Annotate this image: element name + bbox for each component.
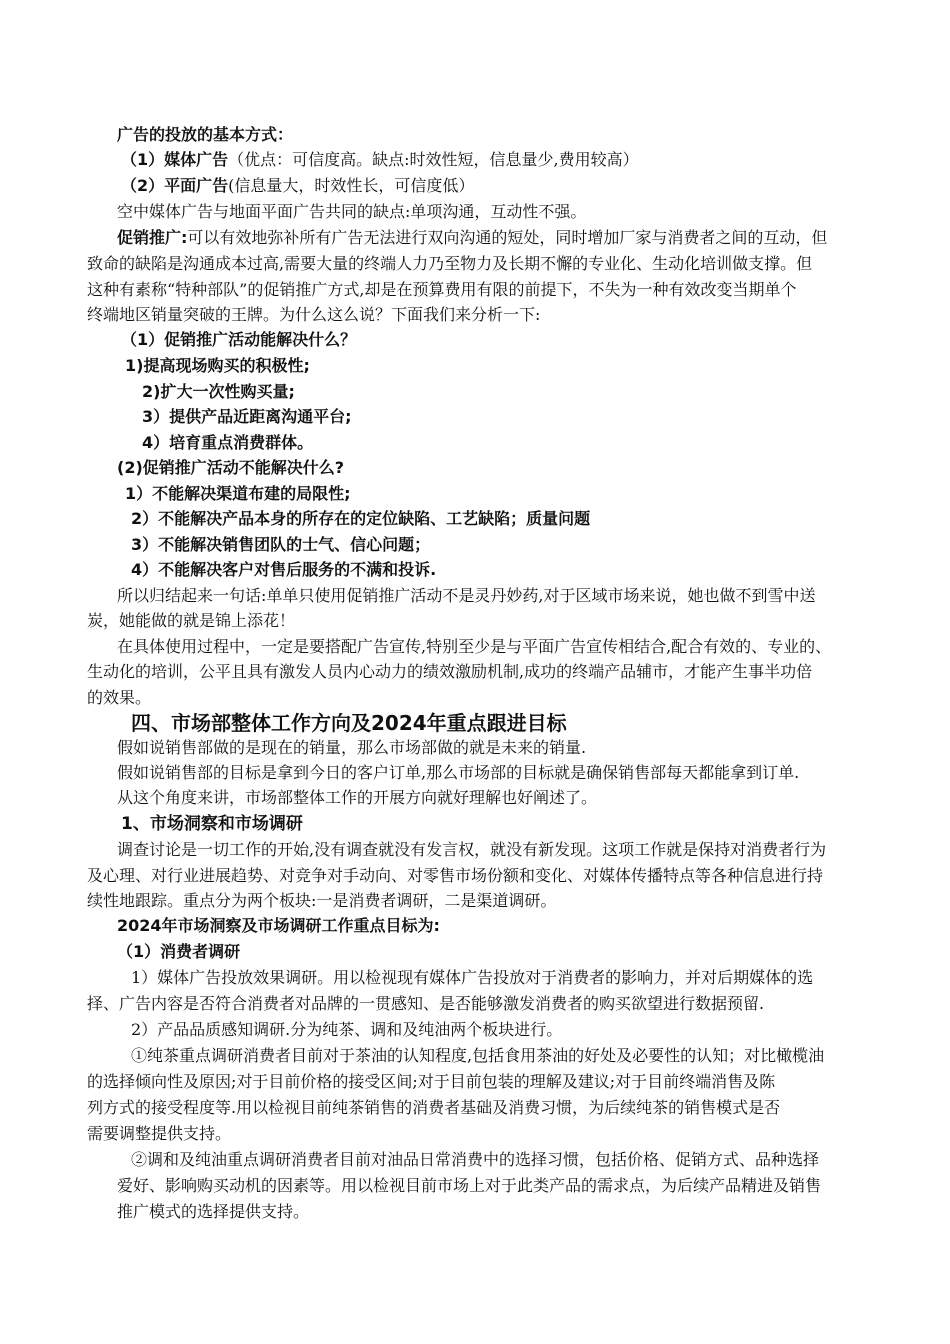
paragraph-line: 终端地区销量突破的王牌。为什么这么说？下面我们来分析一下: [87, 305, 541, 324]
paragraph-promo-start [117, 227, 827, 249]
list-item: 4）不能解决客户对售后服务的不满和投诉. [131, 560, 437, 579]
paragraph-line: 这种有素称“特种部队”的促销推广方式,却是在预算费用有限的前提下，不失为一种有效改变当期单个 [87, 280, 797, 299]
paragraph-line: 调查讨论是一切工作的开始,没有调查就没有发言权，就没有新发现。这项工作就是保持对消费者行为 [117, 840, 827, 859]
term-print-ads: 平面广告 [164, 176, 229, 195]
subheading-can-solve: （1）促销推广活动能解决什么？ [121, 330, 357, 349]
paragraph-line: 择、广告内容是否符合消费者对品牌的一贯感知、是否能够激发消费者的购买欲望进行数据预留. [87, 994, 765, 1013]
list-marker: （2） [121, 176, 165, 195]
paragraph-line: 假如说销售部做的是现在的销量，那么市场部做的就是未来的销量. [117, 738, 587, 757]
subheading-consumer-research: （1）消费者调研 [117, 942, 241, 961]
term-desc: (信息量大，时效性长，可信度低） [228, 176, 475, 195]
term-promotion: 促销推广: [117, 228, 188, 247]
paragraph-line: 列方式的接受程度等.用以检视目前纯茶销售的消费者基础及消费习惯，为后续纯茶的销售模式是否 [87, 1098, 781, 1117]
list-item: 3）提供产品近距离沟通平台; [142, 407, 352, 426]
section-heading-4: 四、市场部整体工作方向及2024年重点跟进目标 [131, 711, 567, 735]
paragraph-line: ①纯茶重点调研消费者目前对于茶油的认知程度,包括食用茶油的好处及必要性的认知；对比橄榄油 [131, 1046, 825, 1065]
paragraph-line: 爱好、影响购买动机的因素等。用以检视目前市场上对于此类产品的需求点，为后续产品精进及销售 [117, 1176, 822, 1195]
subsection-heading-4-1: 1、市场洞察和市场调研 [121, 814, 303, 834]
paragraph-line: 的选择倾向性及原因;对于目前价格的接受区间;对于目前包装的理解及建议;对于目前终端消售及陈 [87, 1072, 776, 1091]
list-item: 1)提高现场购买的积极性; [125, 356, 310, 375]
list-item-media-ads [121, 149, 639, 171]
list-item: 2）不能解决产品本身的所存在的定位缺陷、工艺缺陷；质量问题 [131, 509, 591, 528]
paragraph-line: 的效果。 [87, 688, 152, 707]
paragraph-line: 在具体使用过程中，一定是要搭配广告宣传,特别至少是与平面广告宣传相结合,配合有效的、专业的、 [117, 637, 832, 656]
paragraph-line: 从这个角度来讲，市场部整体工作的开展方向就好理解也好阐述了。 [117, 788, 598, 807]
list-item: 2)扩大一次性购买量; [142, 382, 295, 401]
paragraph-line: 续性地跟踪。重点分为两个板块:一是消费者调研，二是渠道调研。 [87, 891, 557, 910]
paragraph-line: 空中媒体广告与地面平面广告共同的缺点:单项沟通，互动性不强。 [117, 202, 587, 221]
term-desc: （优点：可信度高。缺点:时效性短，信息量少,费用较高） [228, 150, 639, 169]
list-marker: （1） [121, 150, 165, 169]
list-item-print-ads [121, 175, 474, 197]
paragraph-line: 推广模式的选择提供支持。 [117, 1202, 310, 1221]
subheading-targets: 2024年市场洞察及市场调研工作重点目标为: [117, 916, 440, 935]
paragraph-line: 假如说销售部的目标是拿到今日的客户订单,那么市场部的目标就是确保销售部每天都能拿到订单. [117, 763, 800, 782]
paragraph-line: 1）媒体广告投放效果调研。用以检视现有媒体广告投放对于消费者的影响力，并对后期媒体的选 [131, 968, 814, 987]
section-heading-ad-methods: 广告的投放的基本方式： [117, 125, 294, 144]
paragraph-line: 生动化的培训，公平且具有激发人员内心动力的绩效激励机制,成功的终端产品辅市，才能产生事半功倍 [87, 662, 813, 681]
term-media-ads: 媒体广告 [164, 150, 229, 169]
paragraph-line: 及心理、对行业进展趋势、对竞争对手动向、对零售市场份额和变化、对媒体传播特点等各种信息进行持 [87, 866, 824, 885]
subheading-cannot-solve: (2)促销推广活动不能解决什么? [117, 458, 345, 477]
paragraph-line: 需要调整提供支持。 [87, 1124, 232, 1143]
paragraph-line: 2）产品品质感知调研.分为纯茶、调和及纯油两个板块进行。 [131, 1020, 563, 1039]
list-item: 4）培育重点消费群体。 [142, 433, 314, 452]
paragraph-line: 所以归结起来一句话:单单只使用促销推广活动不是灵丹妙药,对于区域市场来说，她也做不到雪中送 [117, 586, 816, 605]
paragraph-line: 致命的缺陷是沟通成本过高,需要大量的终端人力乃至物力及长期不懈的专业化、生动化培训做支撑。但 [87, 254, 813, 273]
paragraph-line: 炭，她能做的就是锦上添花！ [87, 611, 296, 630]
list-item: 3）不能解决销售团队的士气、信心问题； [131, 535, 431, 554]
list-item: 1）不能解决渠道布建的局限性; [125, 484, 351, 503]
paragraph-text: 可以有效地弥补所有广告无法进行双向沟通的短处，同时增加厂家与消费者之间的互动，但 [187, 228, 828, 247]
paragraph-line: ②调和及纯油重点调研消费者目前对油品日常消费中的选择习惯，包括价格、促销方式、品种选择 [131, 1150, 820, 1169]
